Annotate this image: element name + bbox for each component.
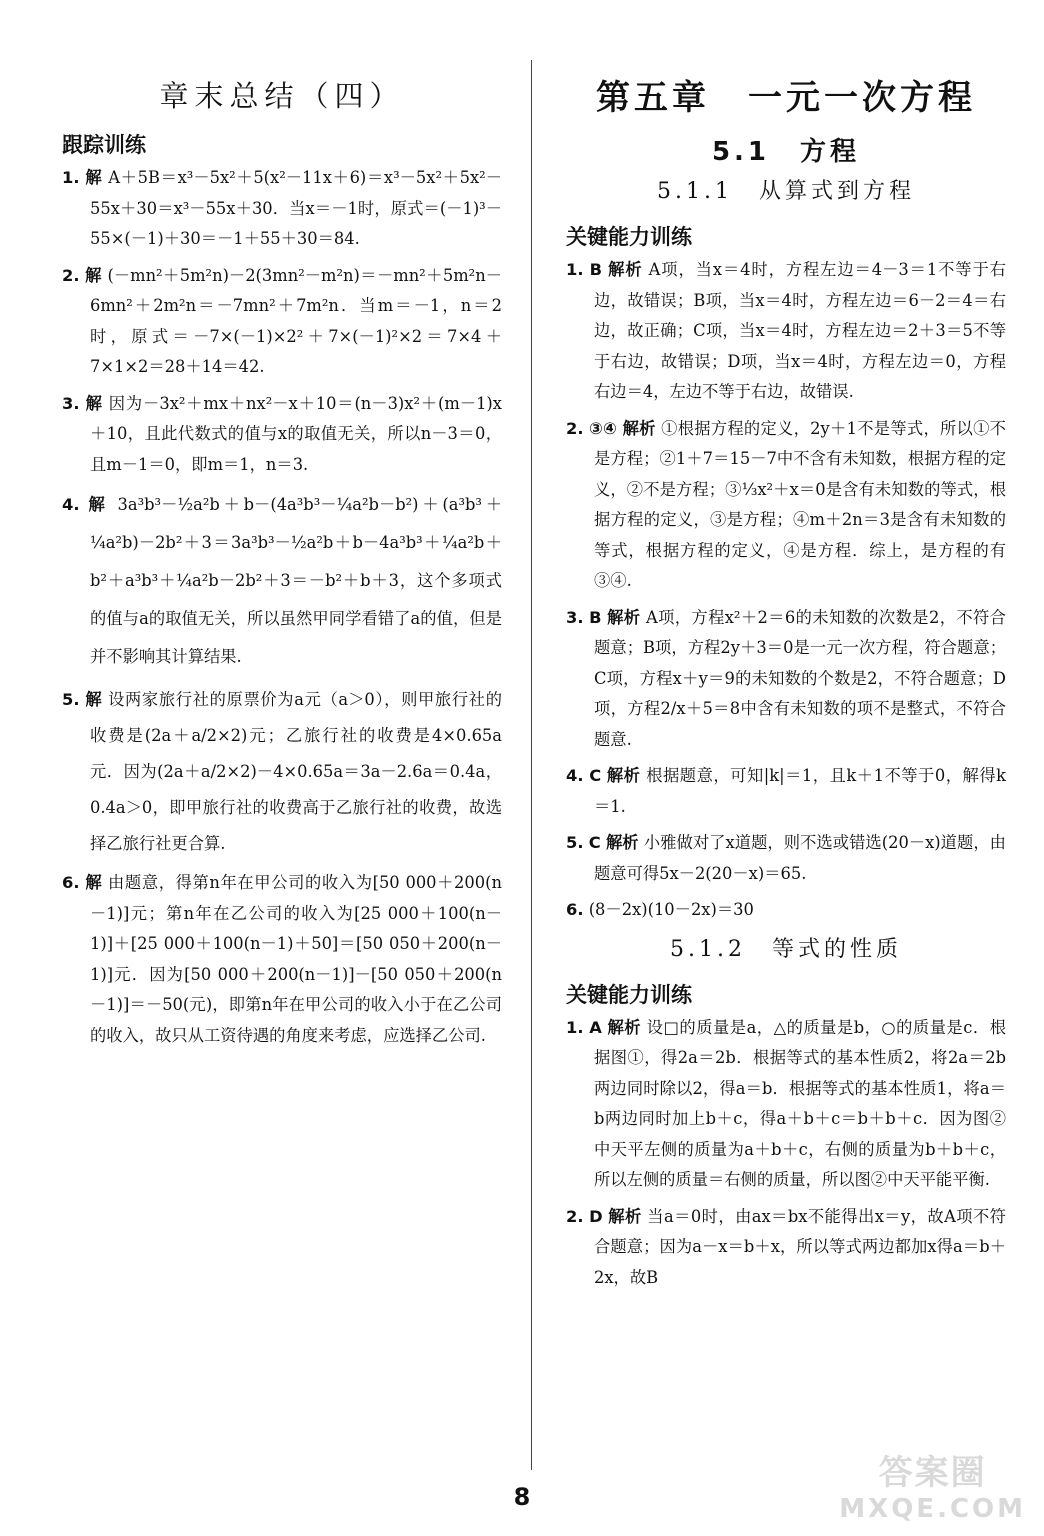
list-item: 5. C 解析 小雅做对了x道题，则不选或错选(20－x)道题，由题意可得5x－2(20－x)＝65.	[566, 833, 1006, 883]
right-column	[566, 70, 1006, 1299]
watermark-url: MXQE.COM	[839, 1494, 1026, 1524]
list-item: 1. 解 A＋5B＝x³－5x²＋5(x²－11x＋6)＝x³－5x²＋5x²－55x＋30＝x³－55x＋30．当x＝－1时，原式＝(－1)³－55×(－1)＋30＝－1＋55＋30＝84.	[62, 168, 502, 248]
page-number: 8	[513, 1483, 531, 1511]
watermark-text: 答案圈	[878, 1453, 987, 1493]
list-item: 2. D 解析 当a＝0时，由ax＝bx不能得出x＝y，故A项不符合题意；因为a－x＝b＋x，所以等式两边都加x得a＝b＋2x，故B	[566, 1206, 1006, 1287]
tracking-training-heading: 跟踪训练	[62, 133, 146, 157]
list-item: 2. 解 (－mn²＋5m²n)－2(3mn²－m²n)＝－mn²＋5m²n－6mn²＋2m²n＝－7mn²＋7m²n．当m＝－1，n＝2时，原式＝－7×(－1)×2²＋7×(－1)²×2＝7×4＋7×1×2＝28＋14＝42.	[62, 265, 502, 376]
list-item: 1. A 解析 设□的质量是a，△的质量是b，○的质量是c．根据图①，得2a＝2b．根据等式的基本性质2，将2a＝2b两边同时除以2，得a＝b．根据等式的基本性质1，将a＝b两边同时加上b＋c，得a＋b＋c＝b＋b＋c．因为图②中天平左侧的质量为a＋b＋c，右侧的质量为b＋b＋c，所以左侧的质量＝右侧的质量，所以图②中天平能平衡.	[566, 1017, 1006, 1189]
list-item: 3. B 解析 A项，方程x²＋2＝6的未知数的次数是2，不符合题意；B项，方程2y＋3＝0是一元一次方程，符合题意；C项，方程x＋y＝9的未知数的个数是2，不符合题意；D项，方程2/x＋5＝8中含有未知数的项不是整式，不符合题意.	[566, 607, 1006, 749]
list-item: 3. 解 因为－3x²＋mx＋nx²－x＋10＝(n－3)x²＋(m－1)x＋10，且此代数式的值与x的取值无关，所以n－3＝0，且m－1＝0，即m＝1，n＝3.	[62, 393, 502, 474]
subsection-heading: 5.1.2 等式的性质	[670, 936, 902, 962]
column-divider	[531, 60, 532, 1470]
left-column	[62, 70, 502, 1057]
section-title: 章末总结（四）	[159, 79, 405, 113]
key-ability-heading: 关键能力训练	[566, 225, 692, 249]
list-item: 4. C 解析 根据题意，可知|k|＝1，且k＋1不等于0，解得k＝1.	[566, 766, 1006, 816]
subsection-heading: 5.1.1 从算式到方程	[657, 179, 915, 204]
list-item: 5. 解 设两家旅行社的原票价为a元（a＞0），则甲旅行社的收费是(2a＋a/2×2)元；乙旅行社的收费是4×0.65a元．因为(2a＋a/2×2)－4×0.65a＝3a－2.6a＝0.4a，0.4a＞0，即甲旅行社的收费高于乙旅行社的收费，故选择乙旅行社更合算.	[62, 690, 502, 853]
list-item: 6. 解 由题意，得第n年在甲公司的收入为[50 000＋200(n－1)]元；第n年在乙公司的收入为[25 000＋100(n－1)]＋[25 000＋100(n－1)＋50]＝[50 050＋200(n－1)]元．因为[50 000＋200(n－1)]－[50 050＋200(n－1)]＝－50(元)，即第n年在甲公司的收入小于在乙公司的收入，故只从工资待遇的角度来考虑，应选择乙公司.	[62, 873, 502, 1045]
chapter-title: 第五章 一元一次方程	[596, 78, 976, 118]
list-item: 4. 解 3a³b³－½a²b＋b－(4a³b³－¼a²b－b²)＋(a³b³＋¼a²b)－2b²＋3＝3a³b³－½a²b＋b－4a³b³＋¼a²b＋b²＋a³b³＋¼a²b－2b²＋3＝－b²＋b＋3，这个多项式的值与a的取值无关，所以虽然甲同学看错了a的值，但是并不影响其计算结果.	[62, 495, 502, 666]
key-ability-heading: 关键能力训练	[566, 982, 692, 1007]
list-item: 2. ③④ 解析 ①根据方程的定义，2y＋1不是等式，所以①不是方程；②1＋7＝15－7中不含有未知数，根据方程的定义，②不是方程；③⅓x²＋x＝0是含有未知数的等式，根据方程的定义，③是方程；④m＋2n＝3是含有未知数的等式，根据方程的定义，④是方程．综上，是方程的有③④.	[566, 418, 1006, 590]
watermark-logo	[839, 1445, 1026, 1524]
list-item: 6. (8－2x)(10－2x)＝30	[566, 900, 754, 919]
list-item: 1. B 解析 A项，当x＝4时，方程左边＝4－3＝1不等于右边，故错误；B项，当x＝4时，方程左边＝6－2＝4＝右边，故正确；C项，当x＝4时，方程左边＝2＋3＝5不等于右边，故错误；D项，当x＝4时，方程左边＝0，方程右边＝4，左边不等于右边，故错误.	[566, 260, 1006, 401]
section-heading: 5.1 方程	[711, 137, 861, 167]
